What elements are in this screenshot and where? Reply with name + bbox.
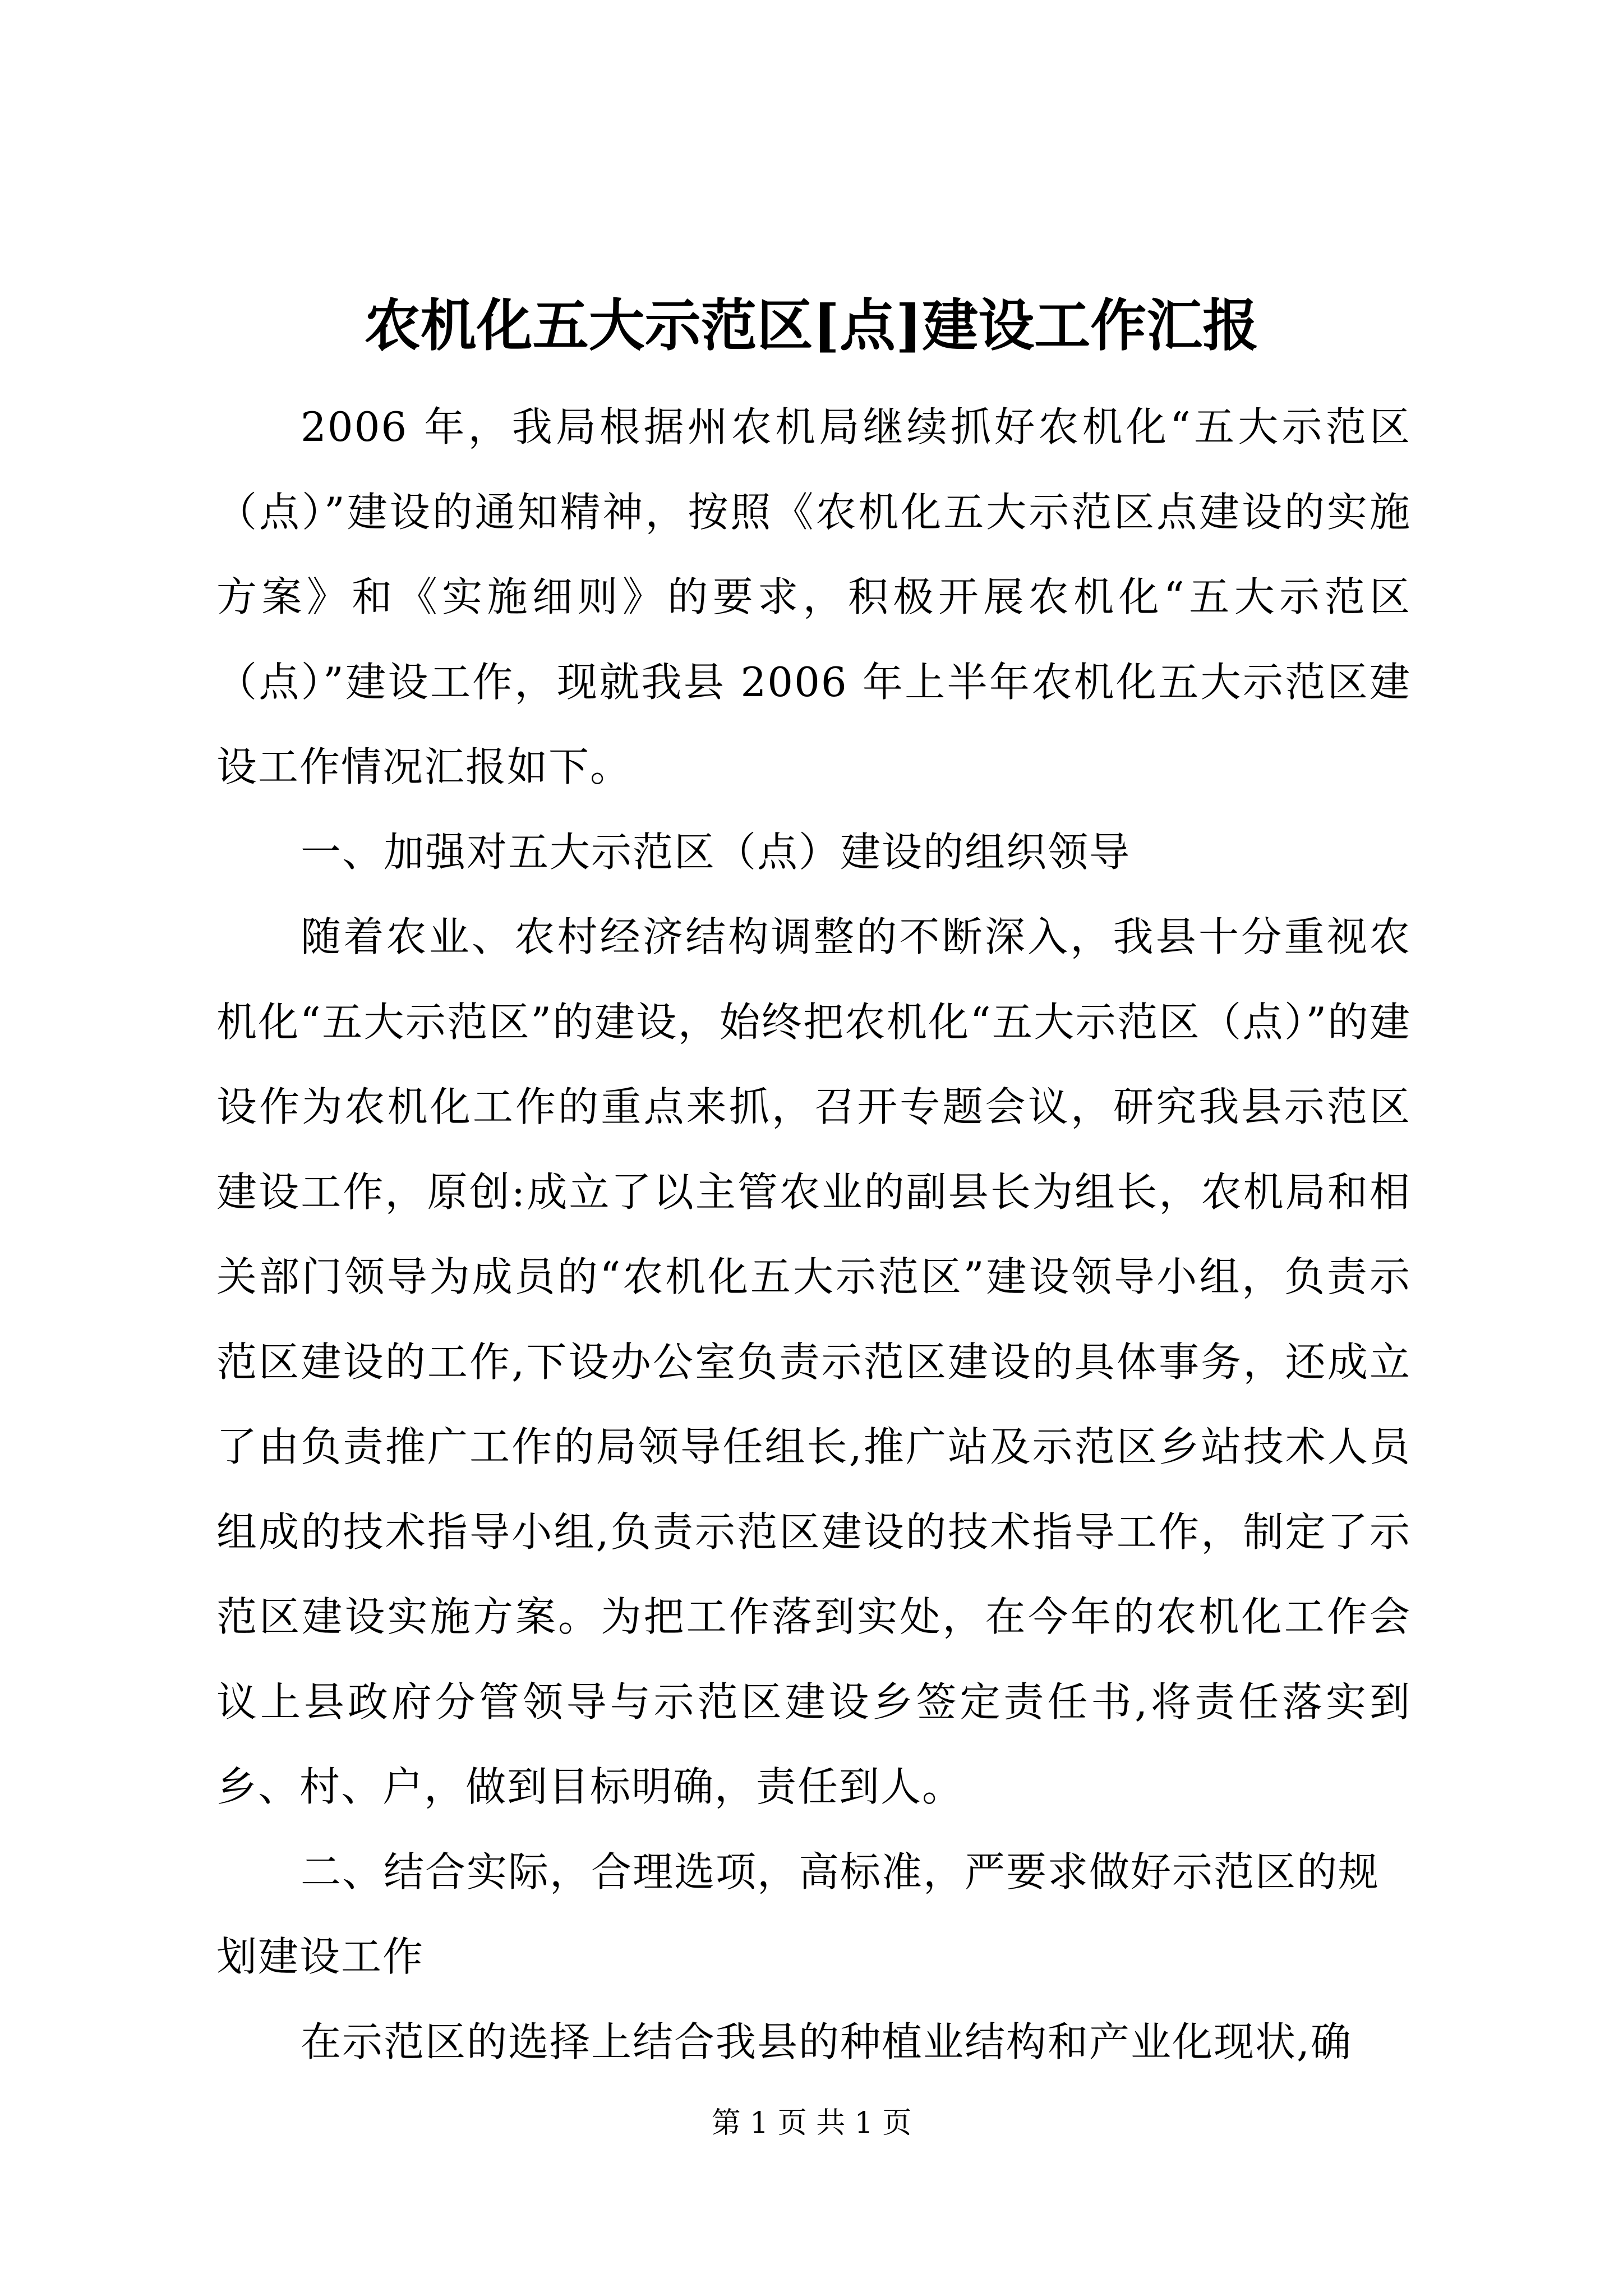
section-heading-1: 一、加强对五大示范区（点）建设的组织领导	[301, 828, 1131, 876]
page-footer: 第 1 页 共 1 页	[711, 2106, 912, 2140]
document-body	[216, 385, 1411, 2085]
section-1-paragraph: 随着农业、农村经济结构调整的不断深入，我县十分重视农机化“五大示范区”的建设，始终把农机化“五大示范区（点）”的建设作为农机化工作的重点来抓，召开专题会议，研究我县示范区建设工作，原创:成立了以主管农业的副县长为组长，农机局和相关部门领导为成员的“农机化五大示范区”建设领导小组，负责示范区建设的工作,下设办公室负责示范区建设的具体事务，还成立了由负责推广工作的局领导任组长,推广站及示范区乡站技术人员组成的技术指导小组,负责示范区建设的技术指导工作，制定了示范区建设实施方案。为把工作落到实处，在今年的农机化工作会议上县政府分管领导与示范区建设乡签定责任书,将责任落实到乡、村、户，做到目标明确，责任到人。	[216, 913, 1411, 1810]
intro-paragraph: 2006 年，我局根据州农机局继续抓好农机化“五大示范区（点）”建设的通知精神，按照《农机化五大示范区点建设的实施方案》和《实施细则》的要求，积极开展农机化“五大示范区（点）”建设工作，现就我县 2006 年上半年农机化五大示范区建设工作情况汇报如下。	[216, 403, 1411, 790]
section-heading-2: 二、结合实际，合理选项，高标准，严要求做好示范区的规划建设工作	[216, 1848, 1380, 1980]
section-2-paragraph: 在示范区的选择上结合我县的种植业结构和产业化现状,确	[301, 2018, 1352, 2065]
document-title: 农机化五大示范区[点]建设工作汇报	[364, 292, 1259, 358]
